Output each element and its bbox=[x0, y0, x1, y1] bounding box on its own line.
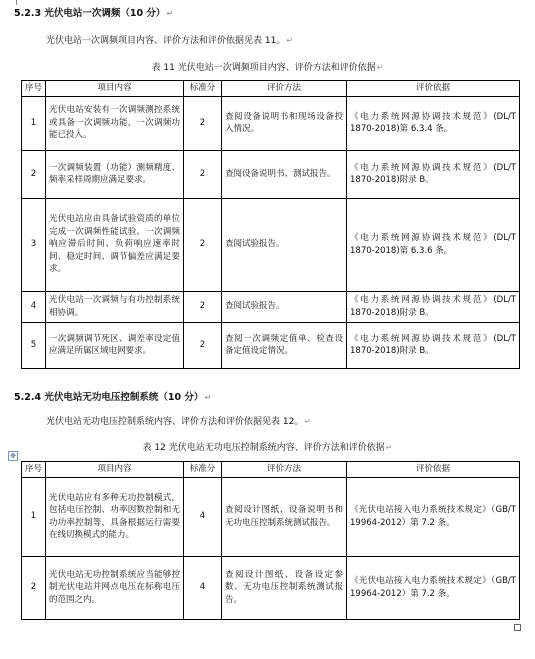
row-score: 4 bbox=[184, 477, 222, 556]
row-method: 查阅设计图纸、设备说明书和无功电压控制系统测试报告。 bbox=[222, 477, 347, 556]
row-no: 2 bbox=[22, 150, 46, 198]
row-method: 查阅试验报告。 bbox=[222, 291, 347, 322]
header-content: 项目内容 bbox=[46, 81, 184, 97]
row-method: 查阅设备说明书、测试报告。 bbox=[222, 150, 347, 198]
table-row bbox=[22, 150, 520, 198]
row-no: 4 bbox=[22, 291, 46, 322]
table-header-row bbox=[22, 462, 520, 478]
section-heading-text: 5.2.4 光伏电站无功电压控制系统（10 分） bbox=[14, 392, 204, 403]
table-row bbox=[22, 291, 520, 322]
row-basis: 《光伏电站接入电力系统技术规定》（GB/T 19964-2012）第 7.2 条。 bbox=[347, 477, 520, 556]
header-basis: 评价依据 bbox=[347, 81, 520, 97]
paragraph-text: 光伏电站一次调频项目内容、评价方法和评价依据见表 11。 bbox=[46, 36, 286, 46]
row-score: 4 bbox=[184, 556, 222, 619]
row-content: 光伏电站应由具备试验资质的单位完成一次调频性能试验。一次调频响应滞后时间、负荷响应速率时间、稳定时间、调节偏差应满足要求。 bbox=[46, 198, 184, 291]
row-basis: 《电力系统网源协调技术规范》(DL/T 1870-2018)附录 B。 bbox=[347, 322, 520, 368]
row-method: 查阅试验报告。 bbox=[222, 198, 347, 291]
row-content: 光伏电站一次调频与有功控制系统相协调。 bbox=[46, 291, 184, 322]
table11-caption: 表 11 光伏电站一次调频项目内容、评价方法和评价依据↵ bbox=[151, 63, 384, 73]
table12-caption: 表 12 光伏电站无功电压控制系统内容、评价方法和评价依据↵ bbox=[142, 443, 393, 453]
paragraph-table11-intro: 光伏电站一次调频项目内容、评价方法和评价依据见表 11。↵ bbox=[46, 36, 294, 46]
row-basis: 《电力系统网源协调技术规范》(DL/T 1870-2018)附录 B。 bbox=[347, 150, 520, 198]
table-row bbox=[22, 477, 520, 556]
caption-text: 表 11 光伏电站一次调频项目内容、评价方法和评价依据 bbox=[151, 63, 376, 73]
row-basis: 《电力系统网源协调技术规范》(DL/T 1870-2018)附录 B。 bbox=[347, 291, 520, 322]
row-method: 查阅设备说明书和现场设备投入情况。 bbox=[222, 96, 347, 150]
row-score: 2 bbox=[184, 322, 222, 368]
row-content: 光伏电站安装有一次调频测控系统或具备一次调频功能，一次调频功能已投入。 bbox=[46, 96, 184, 150]
header-no: 序号 bbox=[22, 81, 46, 97]
row-basis: 《电力系统网源协调技术规范》(DL/T 1870-2018)第 6.3.4 条。 bbox=[347, 96, 520, 150]
row-content: 一次调频装置（功能）测频精度、频率采样周期应满足要求。 bbox=[46, 150, 184, 198]
header-method: 评价方法 bbox=[222, 81, 347, 97]
header-basis: 评价依据 bbox=[347, 462, 520, 478]
row-basis: 《电力系统网源协调技术规范》(DL/T 1870-2018)第 6.3.6 条。 bbox=[347, 198, 520, 291]
table-row bbox=[22, 96, 520, 150]
section-heading-5-2-3: 5.2.3 光伏电站一次调频（10 分）↵ bbox=[14, 8, 174, 19]
table-resize-handle[interactable] bbox=[514, 624, 521, 631]
table-header-row bbox=[22, 81, 520, 97]
table-row bbox=[22, 322, 520, 368]
header-content: 项目内容 bbox=[46, 462, 184, 478]
row-score: 2 bbox=[184, 198, 222, 291]
table-row bbox=[22, 198, 520, 291]
section-heading-text: 5.2.3 光伏电站一次调频（10 分） bbox=[14, 8, 166, 19]
row-no: 1 bbox=[22, 96, 46, 150]
row-no: 1 bbox=[22, 477, 46, 556]
row-basis: 《光伏电站接入电力系统技术规定》（GB/T 19964-2012）第 7.2 条。 bbox=[347, 556, 520, 619]
table-move-handle-icon[interactable]: ✥ bbox=[8, 451, 18, 461]
row-method: 查阅一次调频定值单、检查设备定值设定情况。 bbox=[222, 322, 347, 368]
row-content: 光伏电站无功控制系统应当能够控制光伏电站并网点电压在标称电压的范围之内。 bbox=[46, 556, 184, 619]
table-12 bbox=[21, 461, 520, 620]
header-score: 标准分 bbox=[184, 462, 222, 478]
row-score: 2 bbox=[184, 150, 222, 198]
row-score: 2 bbox=[184, 96, 222, 150]
header-no: 序号 bbox=[22, 462, 46, 478]
table-row bbox=[22, 556, 520, 619]
header-score: 标准分 bbox=[184, 81, 222, 97]
caption-text: 表 12 光伏电站无功电压控制系统内容、评价方法和评价依据 bbox=[142, 443, 385, 453]
row-content: 一次调频调节死区、调差率设定值应满足所属区域电网要求。 bbox=[46, 322, 184, 368]
row-content: 光伏电站应有多种无功控制模式，包括电压控制、功率因数控制和无功功率控制等，具备根据运行需要在线切换模式的能力。 bbox=[46, 477, 184, 556]
header-method: 评价方法 bbox=[222, 462, 347, 478]
paragraph-table12-intro: 光伏电站无功电压控制系统内容、评价方法和评价依据见表 12。↵ bbox=[46, 417, 312, 427]
row-no: 2 bbox=[22, 556, 46, 619]
table-11 bbox=[21, 80, 520, 369]
row-no: 5 bbox=[22, 322, 46, 368]
row-no: 3 bbox=[22, 198, 46, 291]
section-heading-5-2-4: 5.2.4 光伏电站无功电压控制系统（10 分）↵ bbox=[14, 392, 212, 403]
row-method: 查阅设计图纸、设备设定参数、无功电压控制系统测试报告。 bbox=[222, 556, 347, 619]
row-score: 2 bbox=[184, 291, 222, 322]
paragraph-text: 光伏电站无功电压控制系统内容、评价方法和评价依据见表 12。 bbox=[46, 417, 304, 427]
